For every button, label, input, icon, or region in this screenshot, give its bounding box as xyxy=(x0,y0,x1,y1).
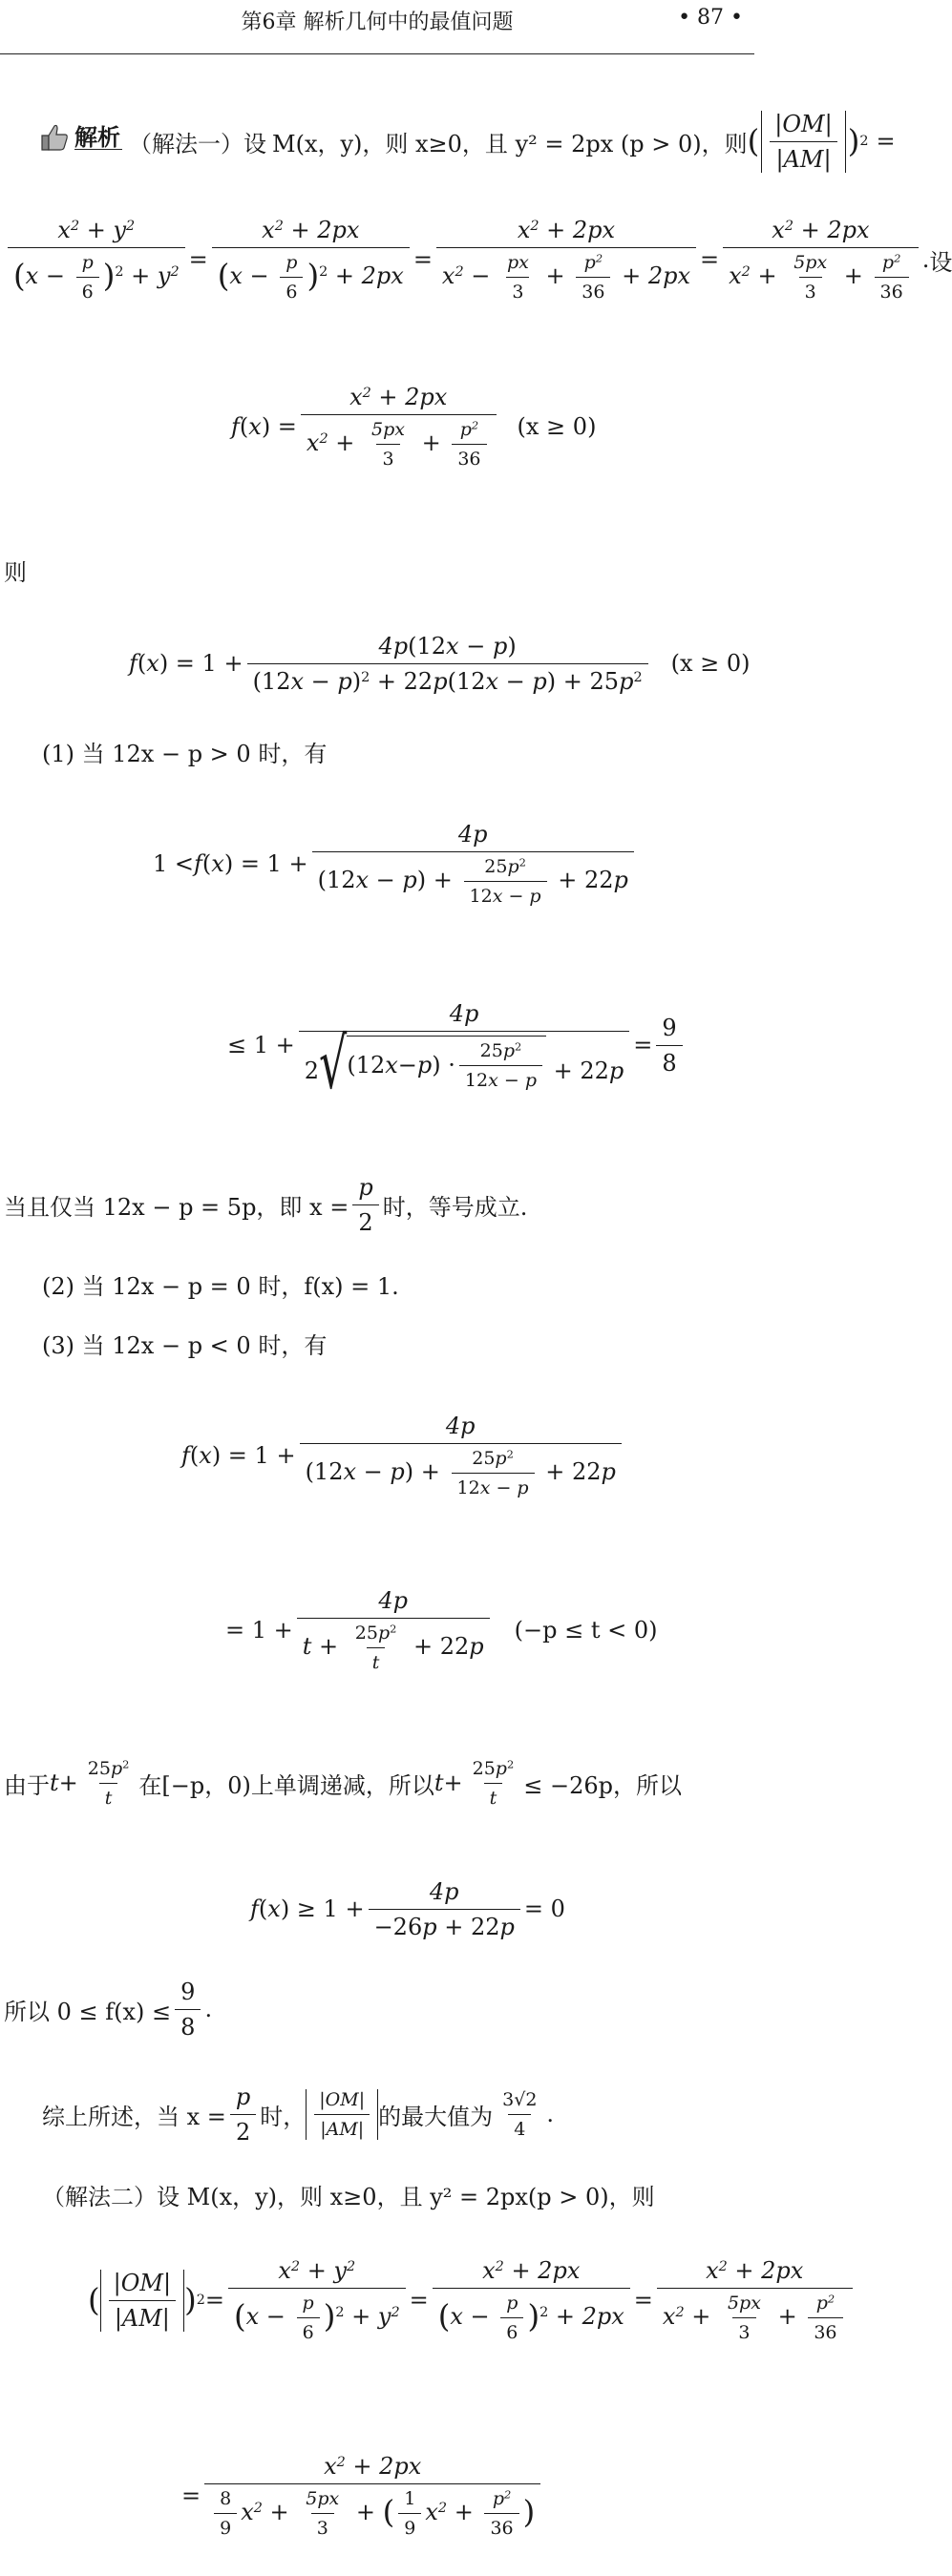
equality-note: 当且仅当 12x − p = 5p，即 x = xyxy=(4,1193,349,1221)
domain-x-1: (x ≥ 0) xyxy=(517,413,597,440)
monotone-prefix: 由于 xyxy=(4,1771,50,1799)
equality-suffix: 时，等号成立. xyxy=(382,1193,528,1221)
case1-label: (1) 当 12x − p > 0 时，有 xyxy=(42,741,328,767)
case3-label: (3) 当 12x − p < 0 时，有 xyxy=(42,1332,328,1359)
domain-x-2: (x ≥ 0) xyxy=(670,650,751,677)
case1-ineq-2: ≤ 1 + 4p 2 √ (12 x − p ) · $25p^2$ 12x − p + 22p = 9 8 xyxy=(227,964,687,1126)
method1-intro: M(x，y)，则 x≥0，且 y² = 2px (p > 0)，则 xyxy=(272,130,748,157)
equality-condition: 当且仅当 12x − p = 5p，即 x = $\frac{p}{2}$ 时，等号成立. xyxy=(4,1173,528,1236)
method1-title: （解法一）设 xyxy=(129,130,266,157)
let-text: 设 xyxy=(929,248,952,276)
method1-intro-line: （解法一）设 M(x，y)，则 x≥0，且 y² = 2px (p > 0)，则 ( |OM| |AM| ) 2 = xyxy=(129,110,896,173)
range-text: 所以 0 ≤ f(x) ≤ xyxy=(4,1998,172,2025)
monotone-suffix: ≤ −26p，所以 xyxy=(523,1771,682,1799)
conclusion-line: 综上所述，当 x = $\frac{p}{2}$ 时， |OM| |AM| 的最大值为 3√2 4 . xyxy=(42,2083,555,2146)
monotone-mid: 在[−p，0)上单调递减，所以 xyxy=(138,1771,434,1799)
fx-definition: f ( x ) = $x^2 + 2px$ $x^2$ + $\frac{5px}{3}$ + $\frac{p^2}{36}$ (x ≥ 0) xyxy=(231,384,597,470)
method2-final: = $x^2 + 2px$ $\frac{8}{9}$ $x^2$ + $\frac{5px}{3}$ + ( $\frac{1}{9}$ $x^2$ + $\frac{p^2}{36}$ ) xyxy=(181,2424,544,2567)
then-text: 则 xyxy=(4,559,27,586)
method2-chain: ( |OM| |AM| ) 2 = $x^2 + y^2$ (x − $\frac{p}{6}$ )$^2 + y^2$ = $x^2 + 2px$ (x − $\frac{p}{6}$ )$^2$ + 2px = $x^2 + 2px$ $x^2$ + $\frac{5px}{3}$ + $\frac{p^2}{36}$ xyxy=(88,2233,857,2367)
chapter-title: 第6章 解析几何中的最值问题 xyxy=(241,10,514,34)
range-line: 所以 0 ≤ f(x) ≤ $\frac{9}{8}$ . xyxy=(4,1978,213,2041)
ratio-chain: $x^2 + y^2$ (x − $\frac{p}{6}$ )$^2 + y^2$ = $x^2 + 2px$ (x − $\frac{p}{6}$ )$^2$ + 2px = $x^2 + 2px$ $x^2$ − $\frac{px}{3}$ + $\frac{p^2}{36}$ + 2px = $x^2 + 2px$ $x^2$ + $\frac{5px}{3}$ + $\frac{p^2}{36}$ . 设 xyxy=(4,202,952,317)
case1-ineq-1: 1 < f ( x ) = 1 + 4p (12x − p) + $\frac{25p^2}{12x - p}$ + 22p xyxy=(153,787,638,940)
conclusion-mid: 时， xyxy=(260,2103,307,2130)
fx-rewrite: f ( x ) = 1 + 4p(12x − p) $(12x - p)^2 + 22p(12x - p) + 25p^2$ (x ≥ 0) xyxy=(129,632,751,695)
solution-label: 解析 xyxy=(74,123,120,151)
label-underline xyxy=(74,149,122,150)
case2-label: (2) 当 12x − p = 0 时，f(x) = 1. xyxy=(42,1273,399,1300)
domain-t: (−p ≤ t < 0) xyxy=(514,1617,658,1644)
page-number: • 87 • xyxy=(678,6,743,30)
conclusion-prefix: 综上所述，当 x = xyxy=(42,2103,226,2130)
monotone-line: 由于 t + $25p^2$ t 在[−p，0)上单调递减，所以 t + $\frac{25p^2}{t}$ ≤ −26p，所以 xyxy=(4,1757,682,1809)
lower-bound: f ( x ) ≥ 1 + 4p −26p + 22p = 0 xyxy=(250,1877,565,1940)
thumbs-up-icon xyxy=(38,120,71,153)
method2-title: （解法二）设 M(x，y)，则 x≥0，且 y² = 2px(p > 0)，则 xyxy=(42,2184,655,2210)
conclusion-mid2: 的最大值为 xyxy=(378,2103,494,2130)
case3-eq-2: = 1 + 4p t + $\frac{25p^2}{t}$ + 22p (−p ≤ t < 0) xyxy=(225,1587,658,1673)
case3-eq-1: f ( x ) = 1 + 4p (12x − p) + $\frac{25p^2}{12x - p}$ + 22p xyxy=(181,1384,625,1527)
page-header xyxy=(0,0,754,54)
